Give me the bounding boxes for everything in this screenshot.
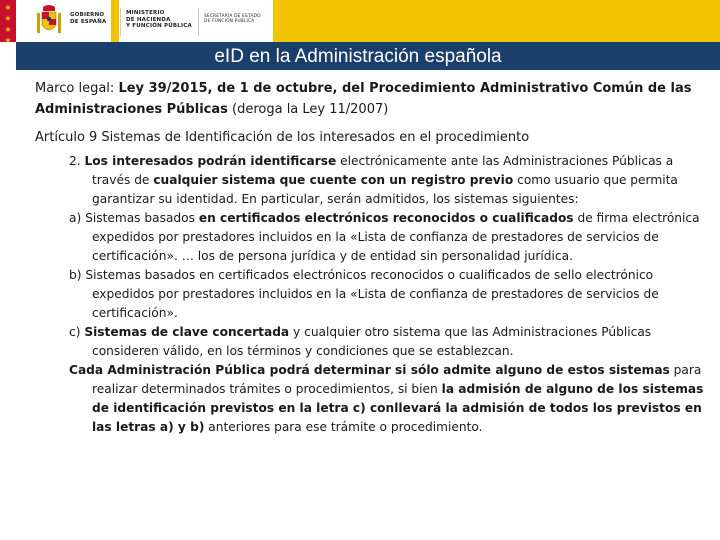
secretaria-label: SECRETARÍA DE ESTADO DE FUNCIÓN PÚBLICA xyxy=(204,14,261,25)
article-item-final: Cada Administración Pública podrá determinar si sólo admite alguno de estos sistemas para realizar determinados trámites o procedimientos, si bien la admisión de alguno de los sistemas de identificación previstos en la letra c) conllevará la admisión de todos los previstos en las letras a) y b) anteriores para ese trámite o procedimiento. xyxy=(69,363,704,434)
slide-content xyxy=(35,78,705,437)
marco-legal-paragraph xyxy=(35,78,705,120)
article-item-b: b) Sistemas basados en certificados electrónicos reconocidos o cualificados de sello electrónico expedidos por prestadores incluidos en la «Lista de confianza de prestadores de servicios de certificación». xyxy=(69,268,659,320)
ministry-label: MINISTERIO DE HACIENDA Y FUNCIÓN PÚBLICA xyxy=(126,10,192,29)
divider xyxy=(198,8,199,36)
slide-title: eID en la Administración española xyxy=(214,46,502,67)
eu-stars-icon: ★ ★ ★ ★ xyxy=(4,3,12,45)
article-item-a: a) Sistemas basados en certificados electrónicos reconocidos o cualificados de firma electrónica expedidos por prestadores incluidos en la «Lista de confianza de prestadores de servicios de certificación». … los de persona jurídica y de entidad sin personalidad jurídica. xyxy=(69,211,700,263)
article-heading: Artículo 9 Sistemas de Identificación de los interesados en el procedimiento xyxy=(35,130,530,145)
coat-of-arms-icon xyxy=(34,3,64,37)
law-reference: Ley 39/2015, de 1 de octubre, del Procedimiento Administrativo Común de las Administraciones Públicas xyxy=(35,81,692,117)
article-item-2: 2. Los interesados podrán identificarse electrónicamente ante las Administraciones Públicas a través de cualquier sistema que cuente con un registro previo como usuario que permita garantizar su identidad. En particular, serán admitidos, los sistemas siguientes: xyxy=(69,154,678,206)
divider xyxy=(120,8,121,36)
marco-legal-suffix: (deroga la Ley 11/2007) xyxy=(227,102,389,117)
marco-legal-prefix: Marco legal: xyxy=(35,81,119,96)
header-bar xyxy=(0,0,720,45)
article-item-c: c) Sistemas de clave concertada y cualquier otro sistema que las Administraciones Públicas consideren válido, en los términos y condiciones que se establezcan. xyxy=(69,325,652,358)
gobierno-label: GOBIERNO DE ESPAÑA xyxy=(70,12,107,25)
flag-strip xyxy=(0,0,16,45)
